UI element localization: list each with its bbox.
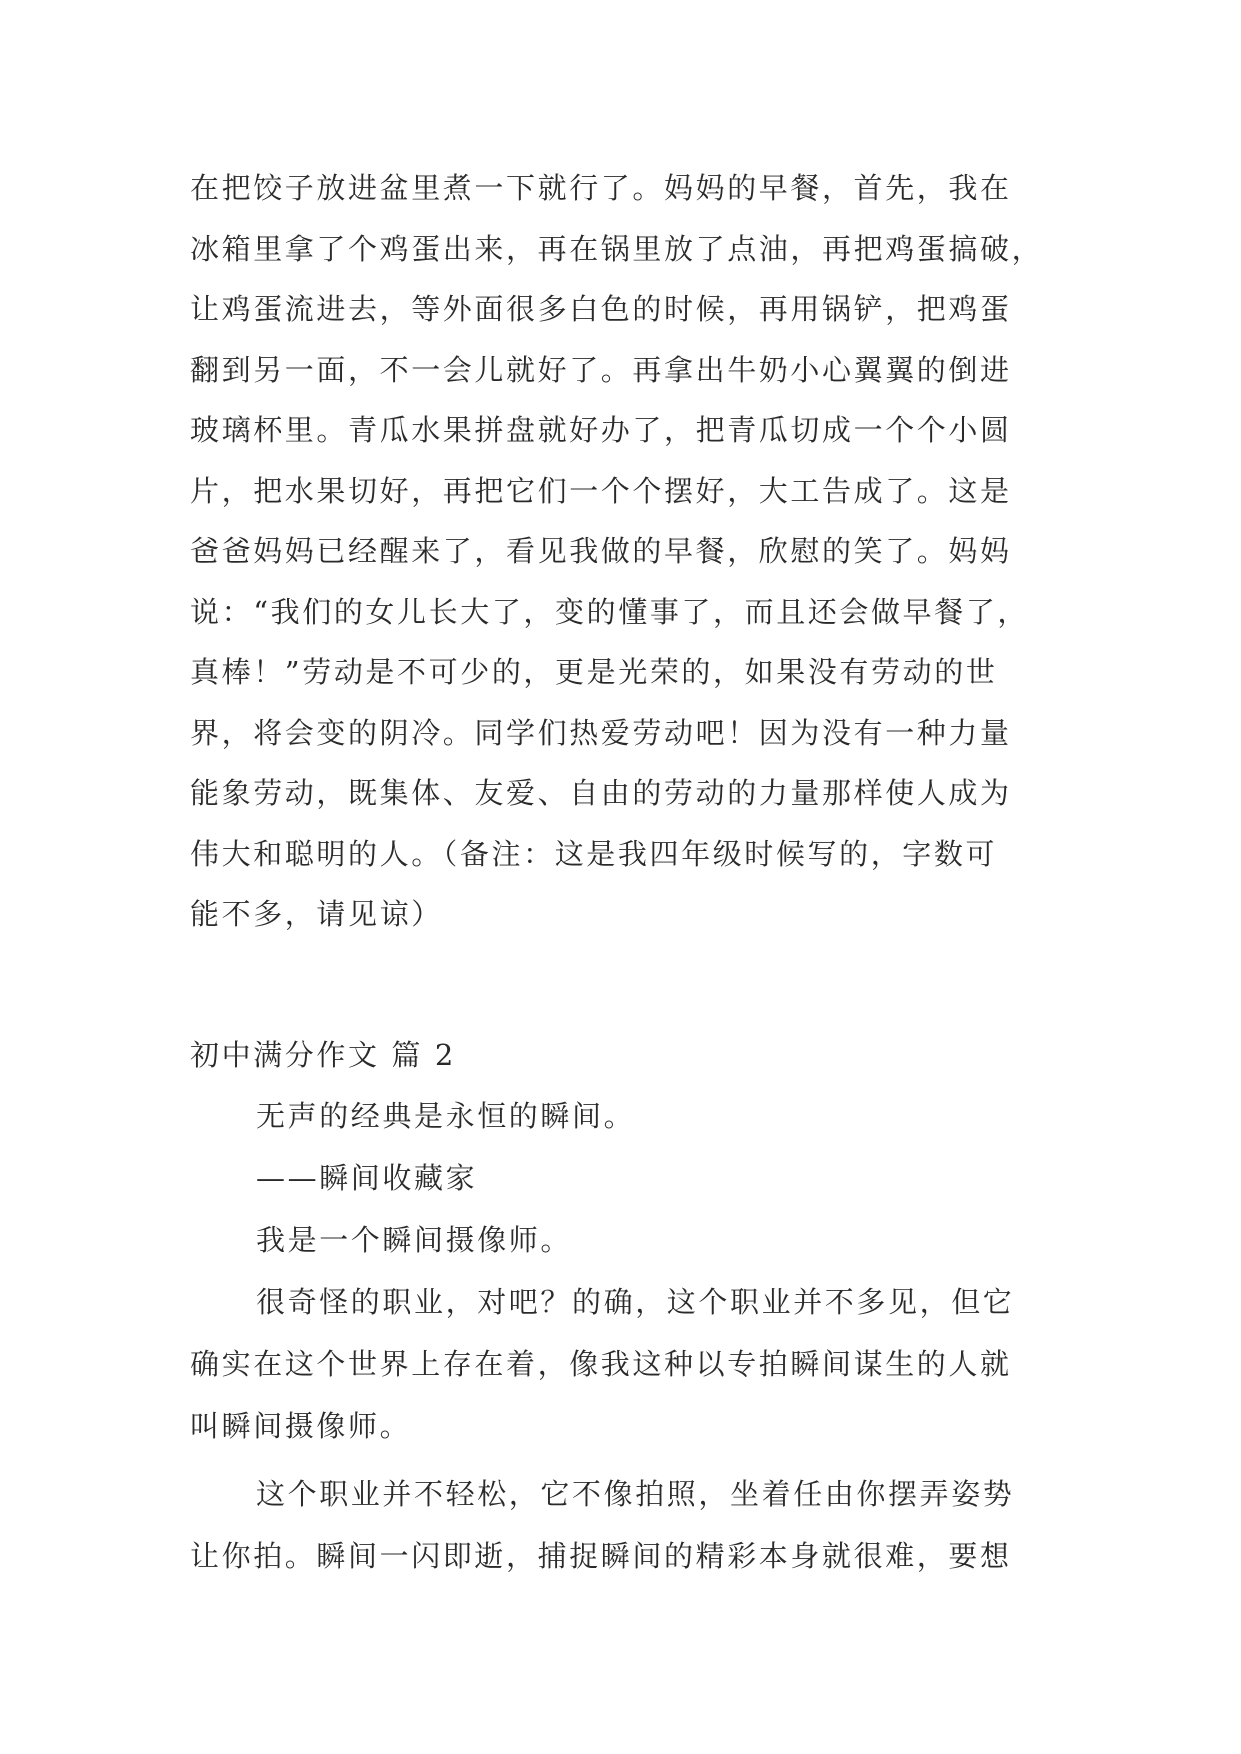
text-line: 真棒！”劳动是不可少的，更是光荣的，如果没有劳动的世 bbox=[190, 655, 998, 689]
text-line: 这个职业并不轻松，它不像拍照，坐着任由你摆弄姿势 bbox=[256, 1477, 1015, 1511]
text-line: 确实在这个世界上存在着，像我这种以专拍瞬间谋生的人就 bbox=[190, 1347, 1012, 1381]
epigraph-line: 无声的经典是永恒的瞬间。 bbox=[256, 1099, 636, 1133]
text-line: 能不多，请见谅） bbox=[190, 897, 443, 931]
text-line: 翻到另一面，不一会儿就好了。再拿出牛奶小心翼翼的倒进 bbox=[190, 352, 1012, 387]
text-line: 让鸡蛋流进去，等外面很多白色的时候，再用锅铲，把鸡蛋 bbox=[190, 292, 1012, 326]
text-line: 爸爸妈妈已经醒来了，看见我做的早餐，欣慰的笑了。妈妈 bbox=[190, 534, 1012, 568]
text-line: 冰箱里拿了个鸡蛋出来，再在锅里放了点油，再把鸡蛋搞破， bbox=[190, 231, 1044, 266]
essay-opening-line: 我是一个瞬间摄像师。 bbox=[256, 1223, 573, 1257]
text-line: 片，把水果切好，再把它们一个个摆好，大工告成了。这是 bbox=[190, 473, 1012, 508]
epigraph-attribution: ——瞬间收藏家 bbox=[256, 1161, 478, 1195]
text-line: 说：“我们的女儿长大了，变的懂事了，而且还会做早餐了， bbox=[190, 594, 1030, 629]
text-line: 很奇怪的职业，对吧？的确，这个职业并不多见，但它 bbox=[256, 1285, 1015, 1319]
continued-paragraph bbox=[190, 158, 1070, 945]
text-line: 界，将会变的阴冷。同学们热爱劳动吧！因为没有一种力量 bbox=[190, 715, 1012, 750]
essay-paragraph bbox=[190, 1271, 1070, 1457]
text-line: 让你拍。瞬间一闪即逝，捕捉瞬间的精彩本身就很难，要想 bbox=[190, 1539, 1012, 1573]
text-line: 在把饺子放进盆里煮一下就行了。妈妈的早餐，首先，我在 bbox=[190, 171, 1012, 205]
text-line: 玻璃杯里。青瓜水果拼盘就好办了，把青瓜切成一个个小圆 bbox=[190, 413, 1012, 447]
text-line: 叫瞬间摄像师。 bbox=[190, 1409, 412, 1443]
section-title: 初中满分作文 篇 2 bbox=[190, 1038, 456, 1072]
essay-paragraph bbox=[190, 1463, 1070, 1587]
text-line: 能象劳动，既集体、友爱、自由的劳动的力量那样使人成为 bbox=[190, 776, 1012, 810]
essay-body bbox=[190, 1085, 1070, 1587]
text-line: 伟大和聪明的人。（备注：这是我四年级时候写的，字数可 bbox=[190, 836, 998, 871]
